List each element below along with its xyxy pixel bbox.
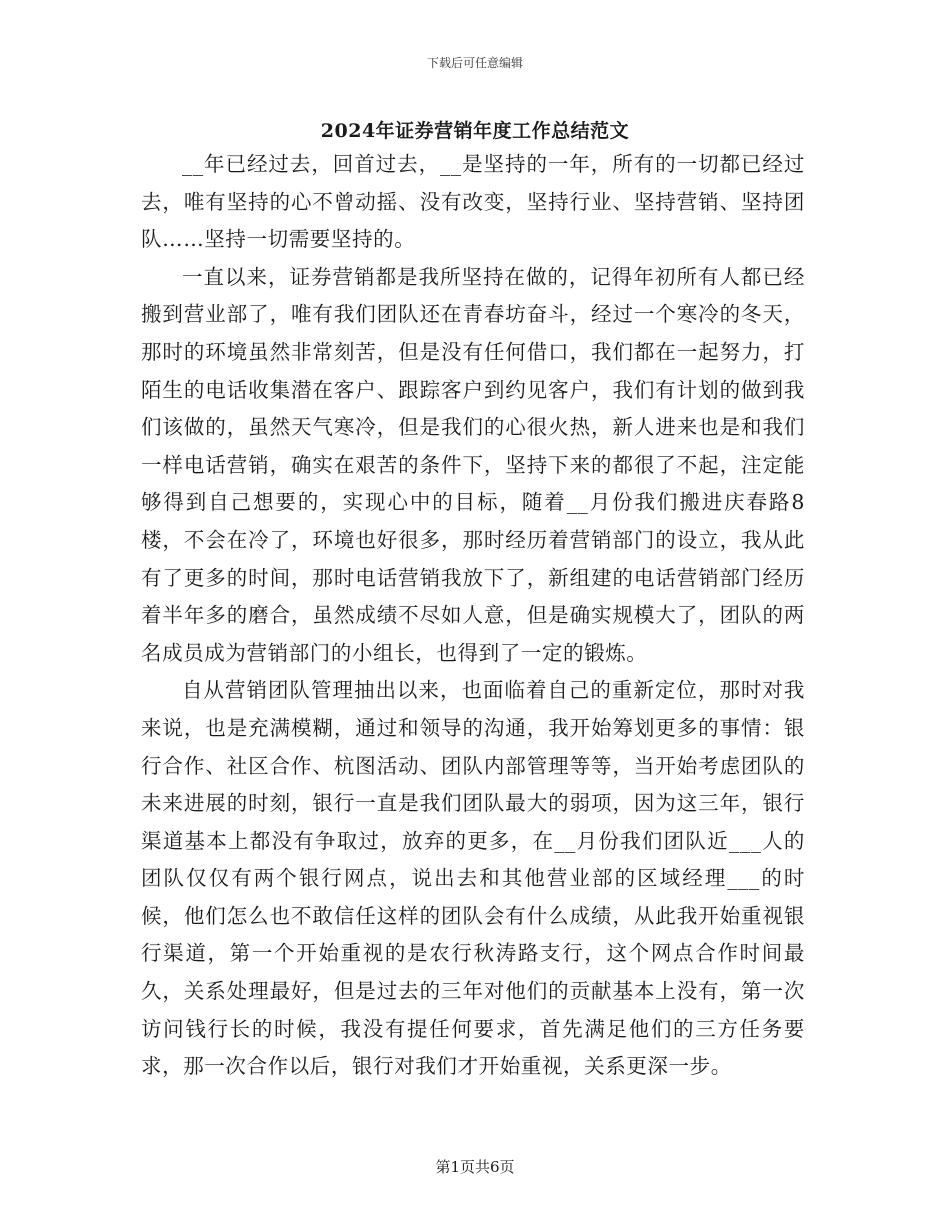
paragraph-2: 一直以来，证券营销都是我所坚持在做的，记得年初所有人都已经搬到营业部了，唯有我们团队还在青春坊奋斗，经过一个寒冷的冬天，那时的环境虽然非常刻苦，但是没有任何借口，我们都在一起努力，打陌生的电话收集潜在客户、跟踪客户到约见客户，我们有计划的做到我们该做的，虽然天气寒冷，但是我们的心很火热，新人进来也是和我们一样电话营销，确实在艰苦的条件下，坚持下来的都很了不起，注定能够得到自己想要的，实现心中的目标，随着__月份我们搬进庆春路8楼，不会在冷了，环境也好很多，那时经历着营销部门的设立，我从此有了更多的时间，那时电话营销我放下了，新组建的电话营销部门经历着半年多的磨合，虽然成绩不尽如人意，但是确实规模大了，团队的两名成员成为营销部门的小组长，也得到了一定的锻炼。 bbox=[141, 264, 805, 665]
document-title: 2024年证券营销年度工作总结范文 bbox=[320, 120, 630, 142]
paragraph-3: 自从营销团队管理抽出以来，也面临着自己的重新定位，那时对我来说，也是充满模糊，通过和领导的沟通，我开始筹划更多的事情：银行合作、社区合作、杭图活动、团队内部管理等等，当开始考虑团队的未来进展的时刻，银行一直是我们团队最大的弱项，因为这三年，银行渠道基本上都没有争取过，放弃的更多，在__月份我们团队近___人的团队仅仅有两个银行网点，说出去和其他营业部的区域经理___的时候，他们怎么也不敢信任这样的团队会有什么成绩，从此我开始重视银行渠道，第一个开始重视的是农行秋涛路支行，这个网点合作时间最久，关系处理最好，但是过去的三年对他们的贡献基本上没有，第一次访问钱行长的时候，我没有提任何要求，首先满足他们的三方任务要求，那一次合作以后，银行对我们才开始重视，关系更深一步。 bbox=[141, 678, 805, 1079]
page-number: 第1页共6页 bbox=[435, 1158, 515, 1176]
paragraph-1: __年已经过去，回首过去，__是坚持的一年，所有的一切都已经过去，唯有坚持的心不曾动摇、没有改变，坚持行业、坚持营销、坚持团队……坚持一切需要坚持的。 bbox=[141, 152, 805, 252]
header-note: 下载后可任意编辑 bbox=[426, 56, 523, 70]
document-body bbox=[141, 146, 805, 1086]
